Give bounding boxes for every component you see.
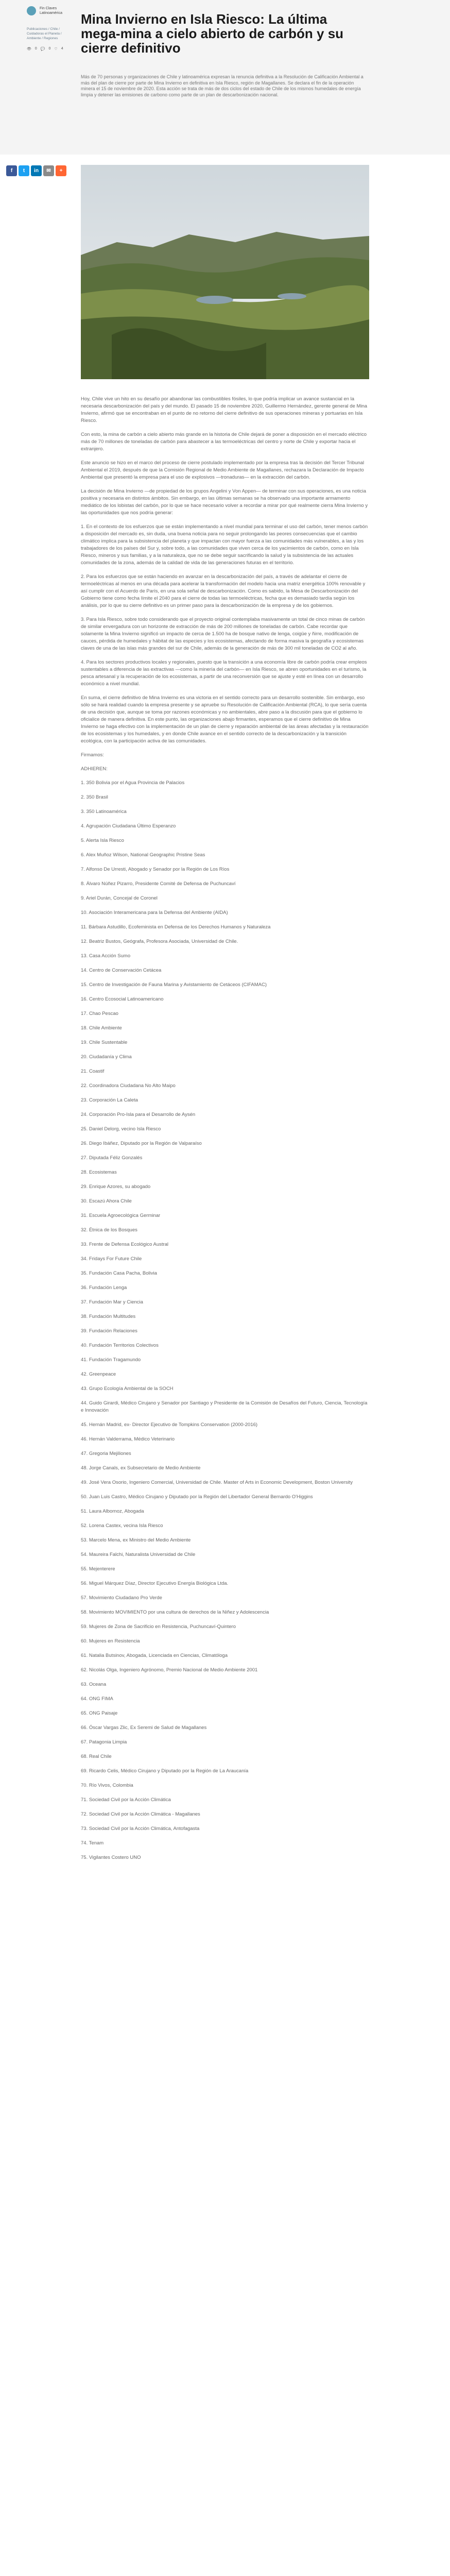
signer-item: 61. Natalia Butsinov, Abogada, Licenciada en Ciencias, Climatóloga bbox=[81, 1653, 228, 1658]
page-title: Mina Invierno en Isla Riesco: La última mega-mina a cielo abierto de carbón y su cierre definitivo bbox=[81, 11, 344, 56]
signer-item: 31. Escuela Agroecológica Germinar bbox=[81, 1213, 161, 1218]
comments-count: 0 bbox=[48, 47, 51, 50]
signer-item: 49. José Vera Osorio, Ingeniero Comercial, Universidad de Chile. Master of Arts in Economic Development, Boston University bbox=[81, 1480, 353, 1485]
signer-item: 54. Maureira Falchi, Naturalista Universidad de Chile bbox=[81, 1552, 196, 1557]
signer-item: 10. Asociación Interamericana para la Defensa del Ambiente (AIDA) bbox=[81, 910, 228, 916]
signer-item: 11. Bárbara Astudillo, Ecofeminista en Defensa de los Derechos Humanos y Naturaleza bbox=[81, 924, 271, 930]
signers-list bbox=[81, 779, 369, 1861]
signer-item: 71. Sociedad Civil por la Acción Climática bbox=[81, 1797, 171, 1803]
signer-item: 39. Fundación Relaciones bbox=[81, 1328, 137, 1334]
views-count: 0 bbox=[34, 47, 37, 50]
signer-item: 66. Óscar Vargas Zlic, Ex Seremi de Salud de Magallanes bbox=[81, 1725, 207, 1731]
signer-item: 48. Jorge Canals, ex Subsecretario de Medio Ambiente bbox=[81, 1465, 201, 1471]
signer-item: 36. Fundación Lenga bbox=[81, 1285, 127, 1291]
signer-item: 75. Vigilantes Costero UNO bbox=[81, 1855, 141, 1860]
body-paragraph: La decisión de Mina Invierno —de propiedad de los grupos Angelini y Von Appen— de terminar con sus operaciones, es una noticia positiva y necesaria en distintos ámbitos. Sin embargo, en las últimas semanas se ha observado una importante armamento mediático de los lobistas del carbón, por lo que se hace necesario volver a recordar a mirar por qué realmente cierra Mina Invierno y las oportunidades que nos podría generar: bbox=[81, 488, 368, 516]
signer-item: 70. Río Vivos, Colombia bbox=[81, 1783, 133, 1788]
author-name[interactable]: Fin Claves bbox=[40, 7, 57, 10]
share-bar bbox=[6, 165, 66, 176]
body-paragraph: 3. Para Isla Riesco, sobre todo considerando que el proyecto original contemplaba masivamente un total de cinco minas de carbón de similar envergadura con un horizonte de extracción de más de 200 millones de toneladas de carbón. Cabe recordar que solamente la Mina Invierno significó un impacto de cerca de 1.500 ha de bosque nativo de lenga, coigüe y ñirre, modificación de cauces, pérdida de humedales y hábitat de las especies y los ecosistemas, afectando de forma masiva la geografía y ecosistemas claves de una de las islas más grandes del sur de Chile, además de la generación de más de 300 mil toneladas de CO2 al año. bbox=[81, 617, 365, 651]
twitter-icon[interactable]: t bbox=[19, 165, 29, 176]
signer-item: 47. Gregoria Mejiliones bbox=[81, 1451, 131, 1456]
body-paragraph: Este anuncio se hizo en el marco del proceso de cierre postulado implementado por la empresa tras la decisión del Tercer Tribunal Ambiental el 2019, después de que la Comisión Regional de Medio Ambiente de Magallanes, rechazara la Declaración de Impacto Ambiental que presentó la empresa para el uso de explosivos —tronaduras— en la extracción del carbón. bbox=[81, 460, 365, 480]
article-lead: Más de 70 personas y organizaciones de Chile y latinoamérica expresan la renuncia definitiva a la Resolución de Calificación Ambiental a más del plan de cierre por parte de Mina Invierno en definitiva en Isla Riesco, región de Magallanes. Se declara el fin de la operación minera el 15 de noviembre de 2020. Esta acción se trata de más de dos ciclos del estado de Chile de los mismos humedales de energía limpia y detener las emisiones de carbono como parte de un plan de descarbonización nacional. bbox=[81, 74, 364, 97]
signer-item: 63. Oceana bbox=[81, 1682, 107, 1687]
linkedin-icon[interactable]: in bbox=[31, 165, 42, 176]
body-paragraph: Firmamos: bbox=[81, 752, 104, 758]
signer-item: 60. Mujeres en Resistencia bbox=[81, 1638, 140, 1644]
signer-item: 6. Alex Muñoz Wilson, National Geographic Pristine Seas bbox=[81, 852, 205, 858]
signer-item: 17. Chao Pescao bbox=[81, 1011, 118, 1016]
article-header bbox=[0, 0, 450, 155]
likes-count: 4 bbox=[61, 47, 63, 50]
signer-item: 1. 350 Bolivia por el Agua Provincia de Palacios bbox=[81, 780, 185, 786]
signer-item: 52. Lorena Castex, vecina Isla Riesco bbox=[81, 1523, 163, 1529]
signer-item: 68. Real Chile bbox=[81, 1754, 112, 1759]
signer-item: 19. Chile Sustentable bbox=[81, 1040, 128, 1045]
signer-item: 59. Mujeres de Zona de Sacrificio en Resistencia, Puchuncaví-Quintero bbox=[81, 1624, 236, 1630]
signer-item: 46. Hernán Valderrama, Médico Veterinario bbox=[81, 1436, 175, 1442]
signer-item: 56. Miguel Márquez Díaz, Director Ejecutivo Energía Biológica Ltda. bbox=[81, 1581, 229, 1586]
signer-item: 40. Fundación Territorios Colectivos bbox=[81, 1343, 159, 1348]
signer-item: 34. Fridays For Future Chile bbox=[81, 1256, 142, 1262]
signer-item: 7. Alfonso De Urresti, Abogado y Senador por la Región de Los Ríos bbox=[81, 867, 230, 872]
signer-item: 65. ONG Paisaje bbox=[81, 1710, 118, 1716]
signer-item: 20. Ciudadanía y Clima bbox=[81, 1054, 132, 1060]
signer-item: 44. Guido Girardi, Médico Cirujano y Senador por Santiago y Presidente de la Comisión de Desafíos del Futuro, Ciencia, Tecnología e Innovación bbox=[81, 1400, 368, 1413]
signer-item: 16. Centro Ecosocial Latinoamericano bbox=[81, 996, 164, 1002]
signer-item: 35. Fundación Casa Pacha, Bolivia bbox=[81, 1270, 157, 1276]
body-paragraph: 1. En el contexto de los esfuerzos que se están implementando a nivel mundial para terminar el uso del carbón, tener menos carbón a disposición del mercado es, sin duda, una buena noticia para no seguir prolongando las peores consecuencias que el cambio climático implica para la subsistencia del planeta y que impactan con mayor fuerza a las comunidades más vulnerables, a las y los trabajadores de los países del Sur y, sobre todo, a las comunidades que viven cerca de los yacimientos de carbón, como en Isla Riesco, mineros y sus familias, y a la naturaleza, que no se debe seguir sacrificando la salud y la subsistencia de las actuales comunidades de la zona, además de la calidad de vida de las generaciones futuras en el territorio. bbox=[81, 524, 368, 566]
signer-item: 73. Sociedad Civil por la Acción Climática, Antofagasta bbox=[81, 1826, 200, 1832]
signer-item: 67. Patagonia Limpia bbox=[81, 1739, 127, 1745]
signer-item: 26. Diego Ibáñez, Diputado por la Región de Valparaíso bbox=[81, 1141, 202, 1146]
signer-item: 4. Agrupación Ciudadana Último Esperanzo bbox=[81, 823, 176, 829]
signer-item: 51. Laura Albornoz, Abogada bbox=[81, 1509, 144, 1514]
signer-item: 2. 350 Brasil bbox=[81, 794, 108, 800]
signer-item: 27. Diputada Féliz Gonzalés bbox=[81, 1155, 143, 1161]
signer-item: 3. 350 Latinoamérica bbox=[81, 809, 127, 815]
signer-item: 23. Corporación La Caleta bbox=[81, 1097, 138, 1103]
signer-item: 12. Beatriz Bustos, Geógrafa, Profesora Asociada, Universidad de Chile. bbox=[81, 939, 238, 944]
signer-item: 29. Enrique Azores, su abogado bbox=[81, 1184, 151, 1190]
signer-item: 21. Coastif bbox=[81, 1069, 105, 1074]
article-paragraphs bbox=[81, 396, 369, 759]
signer-item: 8. Álvaro Núñez Pizarro, Presidente Comité de Defensa de Puchuncaví bbox=[81, 881, 236, 887]
signer-item: 9. Ariel Durán, Concejal de Coronel bbox=[81, 895, 158, 901]
signer-item: 24. Corporación Pro-Isla para el Desarrollo de Aysén bbox=[81, 1112, 196, 1117]
signer-item: 25. Daniel Delorg, vecino Isla Riesco bbox=[81, 1126, 161, 1132]
signer-item: 38. Fundación Multitudes bbox=[81, 1314, 136, 1319]
signer-item: 13. Casa Acción Sumo bbox=[81, 953, 131, 959]
signer-item: 69. Ricardo Celis, Médico Cirujano y Diputado por la Región de La Araucanía bbox=[81, 1768, 249, 1774]
article-body bbox=[81, 396, 369, 1869]
facebook-icon[interactable]: f bbox=[6, 165, 17, 176]
signer-item: 28. Ecosistemas bbox=[81, 1170, 117, 1175]
signer-item: 14. Centro de Conservación Cetácea bbox=[81, 968, 162, 973]
signer-item: 74. Tenam bbox=[81, 1840, 104, 1846]
signer-item: 41. Fundación Tragamundo bbox=[81, 1357, 141, 1363]
email-icon[interactable]: ✉ bbox=[43, 165, 54, 176]
signer-item: 43. Grupo Ecología Ambiental de la SOCH bbox=[81, 1386, 174, 1392]
body-paragraph: En suma, el cierre definitivo de Mina Invierno es una victoria en el sentido correcto para un desarrollo sostenible. Sin embargo, eso sólo se hará realidad cuando la empresa presente y se apruebe su Resolución de Calificación Ambiental (RCA), lo que sería cuenta de una decisión que, aunque se toma por razones económicas y no ambientales, abre paso a la discusión para que el gobierno lo oficialice de manera definitiva. En este punto, las organizaciones abajo firmantes, esperamos que el cierre definitivo de Mina Invierno se haga efectivo con la implementación de un plan de cierre y reparación ambiental de las áreas afectadas y la restauración de los ecosistemas y los humedales, y en donde Chile avance en el sentido correcto de la descarbonización y la transición ecológica, con la participación activa de las comunidades. bbox=[81, 695, 369, 744]
signer-item: 57. Movimiento Ciudadano Pro Verde bbox=[81, 1595, 162, 1601]
comments-icon: 💬 bbox=[40, 47, 45, 51]
signer-item: 18. Chile Ambiente bbox=[81, 1025, 122, 1031]
signer-item: 62. Nicolás Olga, Ingeniero Agrónomo, Premio Nacional de Medio Ambiente 2001 bbox=[81, 1667, 258, 1673]
more-icon[interactable]: + bbox=[56, 165, 66, 176]
body-paragraph: Hoy, Chile vive un hito en su desafío por abandonar las combustibles fósiles, lo que podría implicar un avance sustancial en la necesaria descarbonización del país y del mundo. El pasado 15 de noviembre 2020, Guillermo Hernández, gerente general de Mina Invierno, afirmó que se encontraban en el punto de no retorno del cierre definitivo de sus operaciones mineras y portuarias en Isla Riesco. bbox=[81, 396, 368, 423]
signer-item: 45. Hernán Madrid, ex- Director Ejecutivo de Tompkins Conservation (2000-2016) bbox=[81, 1422, 258, 1428]
signer-item: 50. Juan Luis Castro, Médico Cirujano y Diputado por la Región del Libertador General Bernardo O'Higgins bbox=[81, 1494, 313, 1500]
signer-item: 30. Escazú Ahora Chile bbox=[81, 1198, 132, 1204]
body-paragraph: Con esto, la mina de carbón a cielo abierto más grande en la historia de Chile dejará de poner a disposición en el mercado eléctrico más de 70 millones de toneladas de carbón para abastecer a las termoeléctricas del centro y norte de Chile y exportar hacia el extranjero. bbox=[81, 432, 367, 452]
signer-item: 32. Étnica de los Bosques bbox=[81, 1227, 137, 1233]
signer-item: 37. Fundación Mar y Ciencia bbox=[81, 1299, 143, 1305]
signer-item: 53. Marcelo Mena, ex Ministro del Medio Ambiente bbox=[81, 1537, 191, 1543]
signer-item: 5. Alerta Isla Riesco bbox=[81, 838, 124, 843]
body-paragraph: 4. Para los sectores productivos locales y regionales, puesto que la transición a una economía libre de carbón podría crear empleos sustentables a diferencia de las extractivas —como la minería del carbón— en Isla Riesco, se abren oportunidades en el turismo, la pesca artesanal y la recuperación de los ecosistemas, a partir de una reconversión que se ajuste y esté en línea con un desarrollo económico a nivel mundial. bbox=[81, 659, 367, 687]
author-subtitle: Latinoamérica bbox=[40, 11, 62, 15]
signer-item: 33. Frente de Defensa Ecológico Austral bbox=[81, 1242, 169, 1247]
landscape-illustration bbox=[81, 165, 369, 379]
signer-item: 58. Movimiento MOVIMIENTO por una cultura de derechos de la Niñez y Adolescencia bbox=[81, 1609, 269, 1615]
likes-icon[interactable]: ♡ bbox=[54, 47, 58, 51]
views-icon: 👁 bbox=[27, 47, 31, 51]
signer-item: 15. Centro de Investigación de Fauna Marina y Avistamiento de Cetáceos (CIFAMAC) bbox=[81, 982, 267, 988]
signer-item: 42. Greenpeace bbox=[81, 1371, 116, 1377]
body-paragraph: 2. Para los esfuerzos que se están haciendo en avanzar en la descarbonización del país, a través de adelantar el cierre de termoeléctricas al menos en una década para acelerar la transformación del modelo hacia una matriz energética 100% renovable y así cumplir con el Acuerdo de París, en una sola señal de descarbonización. Como es sabido, la Mesa de Descarbonización del Gobierno tiene como fecha límite el 2040 para el cierre de todas las termoeléctricas, fecha que es demasiado tardía según los análisis, por lo que su cierre definitivo es un primer paso para la descarbonización de la empresa y de los gobiernos. bbox=[81, 574, 366, 608]
signer-item: 64. ONG FIMA bbox=[81, 1696, 113, 1702]
hero-photo bbox=[81, 165, 369, 379]
author-avatar[interactable] bbox=[27, 6, 36, 15]
breadcrumb[interactable]: Publicaciones / Chile / Cuidadoras el Planeta / Ambiente / Regiones bbox=[27, 27, 62, 40]
signer-item: 22. Coordinadora Ciudadana No Alto Maipo bbox=[81, 1083, 176, 1089]
signer-item: 55. Mejenterere bbox=[81, 1566, 115, 1572]
signer-item: 72. Sociedad Civil por la Acción Climática - Magallanes bbox=[81, 1811, 200, 1817]
signers-heading: ADHIEREN: bbox=[81, 766, 108, 772]
